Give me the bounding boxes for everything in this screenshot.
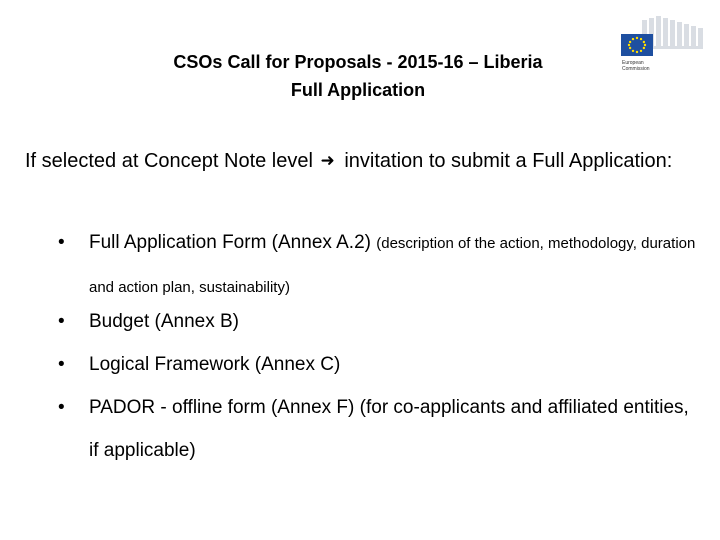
intro-paragraph <box>25 139 685 183</box>
bullet-detail-text: (description of the action, methodology, duration and action plan, sustainability) <box>89 235 696 296</box>
list-item <box>58 343 698 386</box>
slide-title <box>0 48 716 104</box>
logo-text-line-1: European <box>622 60 644 66</box>
bullet-main-text: PADOR - offline form (Annex F) (for co-applicants and affiliated entities, if applicable) <box>89 397 689 461</box>
list-item <box>58 386 698 472</box>
list-item <box>58 300 698 343</box>
intro-text-part-1: If selected at Concept Note level <box>25 150 313 172</box>
intro-text-part-2: invitation to submit a Full Application: <box>344 150 673 172</box>
title-line-1: CSOs Call for Proposals - 2015-16 – Liberia <box>173 52 543 72</box>
bullet-main-text: Full Application Form (Annex A.2) <box>89 232 371 253</box>
logo-text-line-2: Commission <box>622 66 650 72</box>
bullet-icon: • <box>58 354 65 375</box>
european-commission-logo <box>616 14 704 80</box>
right-arrow-icon: ➜ <box>320 151 335 170</box>
bullet-icon: • <box>58 232 65 253</box>
bullet-icon: • <box>58 311 65 332</box>
list-item <box>58 221 698 309</box>
bullet-main-text: Budget (Annex B) <box>89 311 239 332</box>
title-line-2: Full Application <box>290 80 426 100</box>
bullet-icon: • <box>58 397 65 418</box>
bullet-main-text: Logical Framework (Annex C) <box>89 354 341 375</box>
